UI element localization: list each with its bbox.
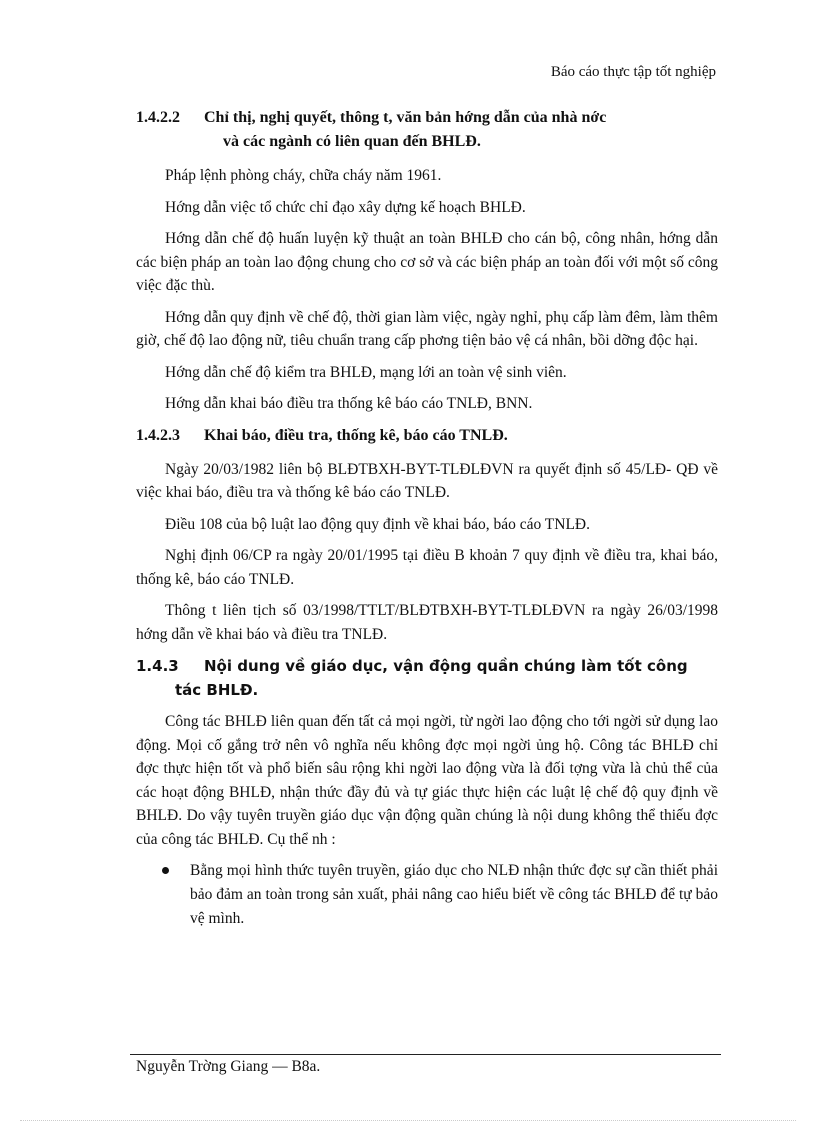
paragraph: Công tác BHLĐ liên quan đến tất cả mọi ngời, từ ngời lao động cho tới ngời sử dụng lao động. Mọi cố gắng trở nên vô nghĩa nếu không đợc mọi ngời ủng hộ. Công tác BHLĐ chỉ đợc thực hiện tốt và phổ biến sâu rộng khi ngời lao động vừa là đối tợng vừa là chủ thể của các hoạt động BHLĐ, nhận thức đầy đủ và tự giác thực hiện các luật lệ chế độ quy định về BHLĐ. Do vậy tuyên truyền giáo dục vận động quần chúng là nội dung không thể thiếu đợc của công tác BHLĐ. Cụ thể nh : <box>136 713 718 848</box>
section-heading-1-4-3 <box>136 654 718 702</box>
bullet-dot-icon <box>162 867 169 874</box>
paragraph: Hớng dẫn khai báo điều tra thống kê báo cáo TNLĐ, BNN. <box>165 395 533 412</box>
section-title-line2: tác BHLĐ. <box>175 681 259 699</box>
section-heading-1-4-2-3 <box>136 424 718 448</box>
paragraph: Hớng dẫn chế độ kiểm tra BHLĐ, mạng lới an toàn vệ sinh viên. <box>165 363 567 381</box>
page-header: Báo cáo thực tập tốt nghiệp <box>550 64 716 80</box>
section-heading-1-4-2-2 <box>136 106 718 154</box>
section-title-line1: Nội dung về giáo dục, vận động quần chúng làm tốt công <box>204 657 688 675</box>
footer-divider <box>130 1054 721 1055</box>
page-edge-divider <box>20 1120 796 1121</box>
bullet-text: Bằng mọi hình thức tuyên truyền, giáo dục cho NLĐ nhận thức đợc sự cần thiết phải bảo đảm an toàn trong sản xuất, phải nâng cao hiểu biết về công tác BHLĐ để tự bảo vệ mình. <box>190 862 718 927</box>
section-title-line2: và các ngành có liên quan đến BHLĐ. <box>223 133 481 150</box>
paragraph: Pháp lệnh phòng cháy, chữa cháy năm 1961. <box>165 167 442 184</box>
paragraph: Hớng dẫn quy định về chế độ, thời gian làm việc, ngày nghỉ, phụ cấp làm đêm, làm thêm giờ, chế độ lao động nữ, tiêu chuẩn trang cấp phơng tiện bảo vệ cá nhân, bồi dỡng độc hại. <box>136 308 718 349</box>
paragraph: Ngày 20/03/1982 liên bộ BLĐTBXH-BYT-TLĐLĐVN ra quyết định số 45/LĐ- QĐ về việc khai báo, điều tra và thống kê báo cáo TNLĐ. <box>136 460 718 501</box>
section-number: 1.4.3 <box>136 657 179 675</box>
paragraph: Nghị định 06/CP ra ngày 20/01/1995 tại điều B khoản 7 quy định về điều tra, khai báo, thống kê, báo cáo TNLĐ. <box>136 547 718 588</box>
paragraph: Điều 108 của bộ luật lao động quy định về khai báo, báo cáo TNLĐ. <box>165 515 591 533</box>
section-title: Khai báo, điều tra, thống kê, báo cáo TNLĐ. <box>204 426 508 444</box>
paragraph: Hớng dẫn chế độ huấn luyện kỹ thuật an toàn BHLĐ cho cán bộ, công nhân, hớng dẫn các biện pháp an toàn lao động chung cho cơ sở và các biện pháp an toàn đối với một số công việc đặc thù. <box>136 230 718 294</box>
section-number: 1.4.2.3 <box>136 426 180 444</box>
page-footer: Nguyễn Trờng Giang — B8a. <box>136 1058 321 1075</box>
page-content <box>136 106 718 931</box>
paragraph: Hớng dẫn việc tổ chức chỉ đạo xây dựng kế hoạch BHLĐ. <box>165 198 526 216</box>
section-number: 1.4.2.2 <box>136 109 180 126</box>
bullet-item <box>136 859 718 931</box>
section-title-line1: Chỉ thị, nghị quyết, thông t, văn bản hớng dẫn của nhà nớc <box>204 109 607 126</box>
paragraph: Thông t liên tịch số 03/1998/TTLT/BLĐTBXH-BYT-TLĐLĐVN ra ngày 26/03/1998 hớng dẫn về khai báo và điều tra TNLĐ. <box>136 602 718 643</box>
